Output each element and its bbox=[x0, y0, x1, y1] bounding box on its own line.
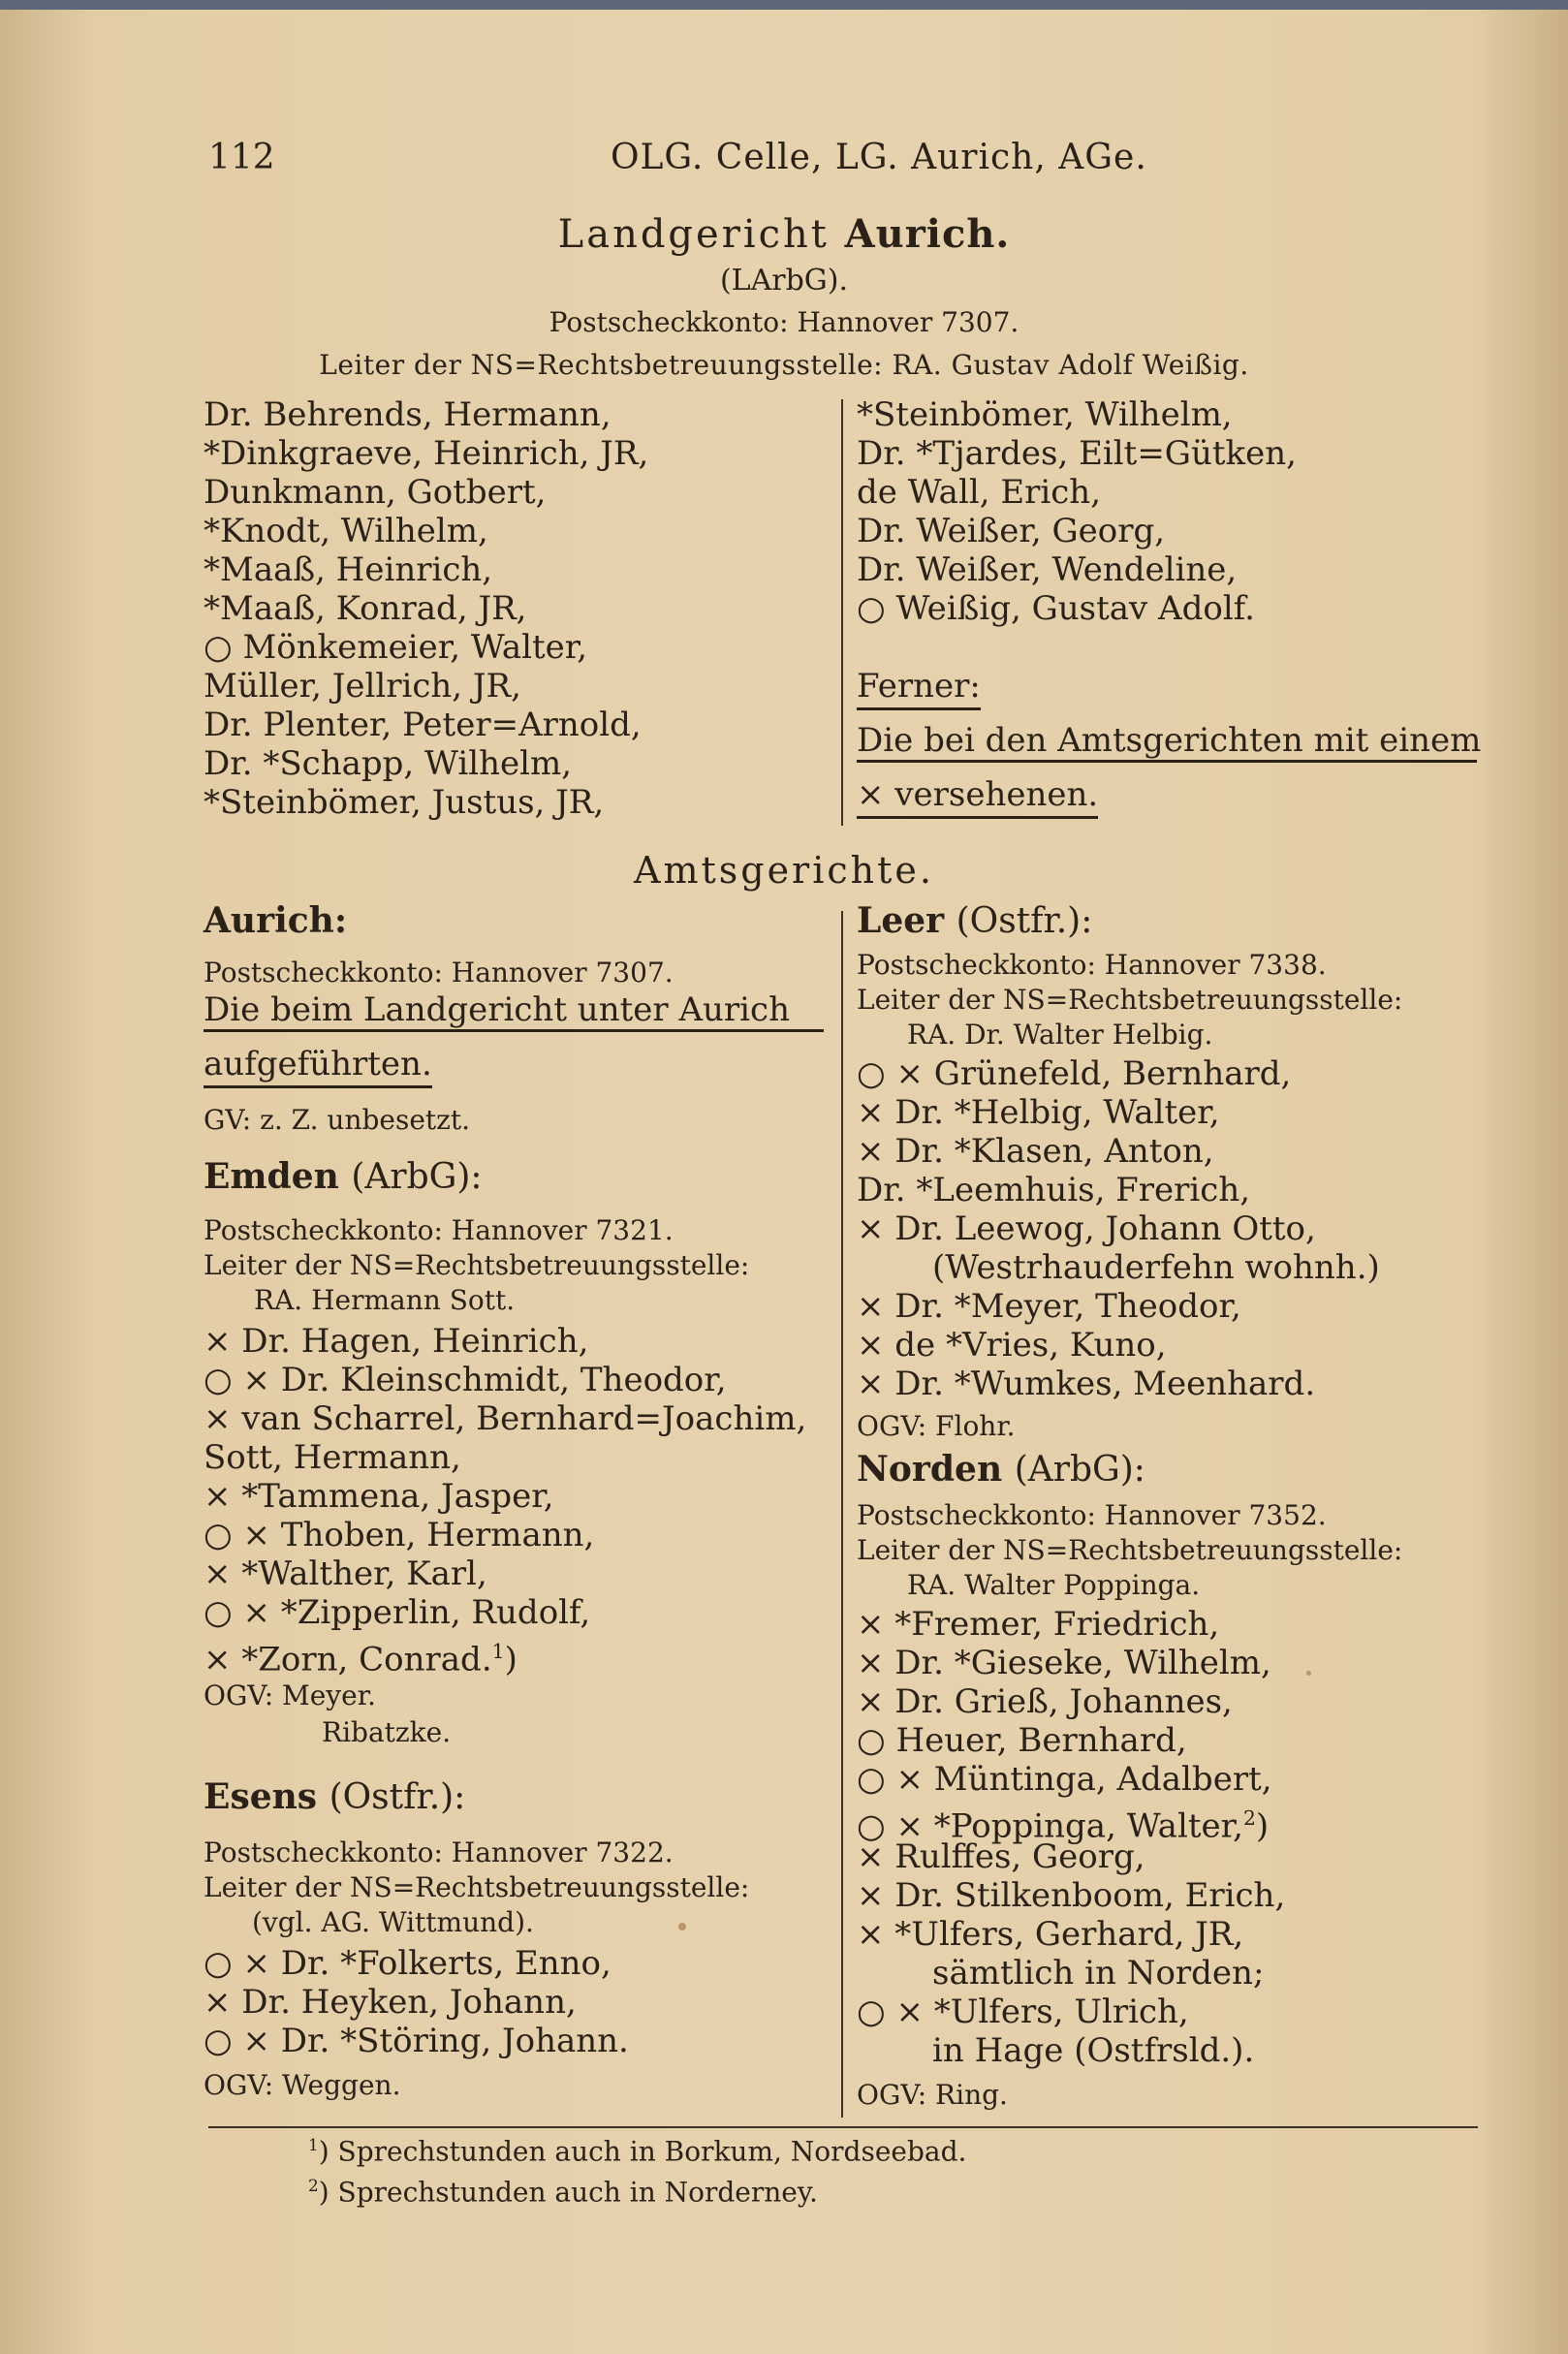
court-leer-suffix: (Ostfr.): bbox=[956, 901, 1093, 941]
list-item: in Hage (Ostfrsld.). bbox=[932, 2031, 1255, 2070]
norden-leiter-1: Leiter der NS=Rechtsbetreuungsstelle: bbox=[857, 1534, 1403, 1566]
footnote-paren: ) bbox=[1255, 1806, 1270, 1846]
court-emden bbox=[204, 1157, 483, 1197]
list-item bbox=[204, 1632, 517, 1679]
landgericht-title-prefix: Landgericht bbox=[557, 212, 830, 257]
esens-leiter-1: Leiter der NS=Rechtsbetreuungsstelle: bbox=[204, 1871, 750, 1903]
list-item: Dr. Plenter, Peter=Arnold, bbox=[204, 706, 642, 744]
emden-leiter-1: Leiter der NS=Rechtsbetreuungsstelle: bbox=[204, 1249, 750, 1281]
list-item: Dr. *Schapp, Wilhelm, bbox=[204, 744, 573, 783]
list-item: ○ × *Ulfers, Ulrich, bbox=[857, 1993, 1189, 2031]
footnote-mark: 1 bbox=[308, 2135, 319, 2154]
list-item: *Steinbömer, Justus, JR, bbox=[204, 783, 605, 822]
list-item: sämtlich in Norden; bbox=[932, 1954, 1265, 1993]
landgericht-title bbox=[0, 211, 1568, 257]
list-item: ○ × Dr. Kleinschmidt, Theodor, bbox=[204, 1361, 727, 1399]
running-head: OLG. Celle, LG. Aurich, AGe. bbox=[611, 138, 1147, 177]
list-item: Dr. Behrends, Hermann, bbox=[204, 395, 612, 434]
scan-border bbox=[0, 0, 1568, 10]
list-item: × Dr. *Gieseke, Wilhelm, bbox=[857, 1644, 1271, 1682]
court-emden-suffix: (ArbG): bbox=[351, 1157, 483, 1197]
list-item: × Dr. Heyken, Johann, bbox=[204, 1983, 577, 2022]
list-item: × *Ulfers, Gerhard, JR, bbox=[857, 1915, 1244, 1954]
landgericht-subtitle: (LArbG). bbox=[719, 264, 849, 298]
list-item: ○ × Dr. *Folkerts, Enno, bbox=[204, 1944, 612, 1983]
ferner-label-line bbox=[857, 667, 981, 706]
list-item: × Dr. *Klasen, Anton, bbox=[857, 1132, 1214, 1171]
list-item: ○ × Thoben, Hermann, bbox=[204, 1516, 595, 1554]
emden-ogv-2: Ribatzke. bbox=[322, 1716, 452, 1748]
list-item: *Dinkgraeve, Heinrich, JR, bbox=[204, 434, 649, 473]
norden-postscheck: Postscheckkonto: Hannover 7352. bbox=[857, 1499, 1327, 1531]
norden-leiter-2: RA. Walter Poppinga. bbox=[907, 1569, 1201, 1601]
footnote-paren: ) bbox=[504, 1640, 517, 1679]
column-divider bbox=[841, 399, 843, 826]
emden-zorn: × *Zorn, Conrad. bbox=[204, 1640, 492, 1679]
landgericht-postscheck: Postscheckkonto: Hannover 7307. bbox=[549, 306, 1019, 338]
court-leer-name: Leer bbox=[857, 900, 945, 941]
court-aurich-name: Aurich: bbox=[204, 900, 348, 941]
esens-ogv: OGV: Weggen. bbox=[204, 2069, 401, 2101]
list-item: (Westrhauderfehn wohnh.) bbox=[932, 1248, 1380, 1287]
list-item: Müller, Jellrich, JR, bbox=[204, 667, 521, 706]
list-item: de Wall, Erich, bbox=[857, 473, 1102, 512]
footnote-mark: 2 bbox=[308, 2176, 319, 2195]
list-item: × Dr. *Meyer, Theodor, bbox=[857, 1287, 1241, 1326]
ferner-line-2-wrap bbox=[857, 775, 1098, 814]
list-item: × Dr. *Wumkes, Meenhard. bbox=[857, 1365, 1316, 1403]
court-esens bbox=[204, 1777, 465, 1817]
aurich-note-2: aufgeführten. bbox=[204, 1045, 432, 1088]
footnote-2 bbox=[308, 2176, 818, 2208]
leer-ogv: OGV: Flohr. bbox=[857, 1410, 1016, 1442]
footnote-1 bbox=[308, 2135, 966, 2167]
footnote-ref: 1 bbox=[491, 1640, 505, 1663]
court-norden-suffix: (ArbG): bbox=[1014, 1450, 1145, 1490]
ferner-label: Ferner: bbox=[857, 667, 981, 710]
leer-postscheck: Postscheckkonto: Hannover 7338. bbox=[857, 949, 1327, 981]
norden-poppinga: ○ × *Poppinga, Walter, bbox=[857, 1806, 1243, 1846]
emden-postscheck: Postscheckkonto: Hannover 7321. bbox=[204, 1214, 674, 1246]
list-item: ○ × Dr. *Störing, Johann. bbox=[204, 2022, 629, 2060]
ferner-line-2: × versehenen. bbox=[857, 775, 1098, 819]
court-norden bbox=[857, 1450, 1145, 1490]
list-item: ○ × *Zipperlin, Rudolf, bbox=[204, 1593, 591, 1632]
norden-ogv: OGV: Ring. bbox=[857, 2079, 1008, 2111]
aurich-note-1: Die beim Landgericht unter Aurich bbox=[204, 990, 824, 1032]
list-item: Dunkmann, Gotbert, bbox=[204, 473, 547, 512]
list-item: Dr. Weißer, Wendeline, bbox=[857, 550, 1238, 589]
list-item: ○ Mönkemeier, Walter, bbox=[204, 628, 588, 667]
list-item: × de *Vries, Kuno, bbox=[857, 1326, 1167, 1365]
list-item: × *Tammena, Jasper, bbox=[204, 1477, 554, 1516]
footnote-rule bbox=[208, 2126, 1478, 2128]
footnote-text: ) Sprechstunden auch in Norderney. bbox=[318, 2176, 818, 2209]
list-item: *Steinbömer, Wilhelm, bbox=[857, 395, 1233, 434]
list-item: Dr. *Tjardes, Eilt=Gütken, bbox=[857, 434, 1297, 473]
list-item: Dr. Weißer, Georg, bbox=[857, 512, 1166, 550]
emden-leiter-2: RA. Hermann Sott. bbox=[254, 1284, 516, 1316]
court-norden-name: Norden bbox=[857, 1449, 1003, 1490]
paper-speck bbox=[1306, 1671, 1311, 1676]
list-item: ○ × Grünefeld, Bernhard, bbox=[857, 1054, 1292, 1093]
aurich-gv: GV: z. Z. unbesetzt. bbox=[204, 1104, 471, 1136]
list-item: *Maaß, Heinrich, bbox=[204, 550, 493, 589]
court-emden-name: Emden bbox=[204, 1156, 339, 1197]
list-item: ○ Weißig, Gustav Adolf. bbox=[857, 589, 1255, 628]
list-item: *Maaß, Konrad, JR, bbox=[204, 589, 527, 628]
column-divider bbox=[841, 911, 843, 2118]
amtsgerichte-title: Amtsgerichte. bbox=[634, 849, 934, 892]
list-item: Dr. *Leemhuis, Frerich, bbox=[857, 1171, 1251, 1209]
list-item: × *Fremer, Friedrich, bbox=[857, 1605, 1220, 1644]
list-item: × van Scharrel, Bernhard=Joachim, bbox=[204, 1399, 807, 1438]
list-item: Sott, Hermann, bbox=[204, 1438, 461, 1477]
landgericht-title-place: Aurich. bbox=[844, 211, 1011, 257]
list-item: × Dr. Stilkenboom, Erich, bbox=[857, 1876, 1286, 1915]
landgericht-leiter: Leiter der NS=Rechtsbetreuungsstelle: RA. Gustav Adolf Weißig. bbox=[319, 349, 1249, 381]
leer-leiter-2: RA. Dr. Walter Helbig. bbox=[907, 1019, 1213, 1051]
ferner-line-1: Die bei den Amtsgerichten mit einem bbox=[857, 721, 1477, 763]
list-item: × Dr. Hagen, Heinrich, bbox=[204, 1322, 589, 1361]
leer-leiter-1: Leiter der NS=Rechtsbetreuungsstelle: bbox=[857, 984, 1403, 1016]
court-esens-name: Esens bbox=[204, 1776, 318, 1817]
list-item: × Rulffes, Georg, bbox=[857, 1837, 1145, 1876]
footnote-ref: 2 bbox=[1242, 1806, 1256, 1830]
emden-ogv-1: OGV: Meyer. bbox=[204, 1679, 376, 1711]
court-esens-suffix: (Ostfr.): bbox=[329, 1777, 466, 1817]
court-leer bbox=[857, 901, 1092, 941]
list-item: ○ Heuer, Bernhard, bbox=[857, 1721, 1187, 1760]
aurich-postscheck: Postscheckkonto: Hannover 7307. bbox=[204, 957, 674, 989]
list-item: ○ × Müntinga, Adalbert, bbox=[857, 1760, 1272, 1799]
list-item: × Dr. Grieß, Johannes, bbox=[857, 1682, 1233, 1721]
esens-leiter-2: (vgl. AG. Wittmund). bbox=[252, 1906, 534, 1938]
paper-speck bbox=[678, 1923, 686, 1930]
esens-postscheck: Postscheckkonto: Hannover 7322. bbox=[204, 1836, 674, 1868]
footnote-text: ) Sprechstunden auch in Borkum, Nordseebad. bbox=[318, 2135, 967, 2168]
page-number: 112 bbox=[208, 138, 275, 177]
list-item: *Knodt, Wilhelm, bbox=[204, 512, 488, 550]
list-item: × Dr. Leewog, Johann Otto, bbox=[857, 1209, 1316, 1248]
list-item: × *Walther, Karl, bbox=[204, 1554, 487, 1593]
aurich-note-2-wrap bbox=[204, 1045, 432, 1083]
list-item: × Dr. *Helbig, Walter, bbox=[857, 1093, 1220, 1132]
